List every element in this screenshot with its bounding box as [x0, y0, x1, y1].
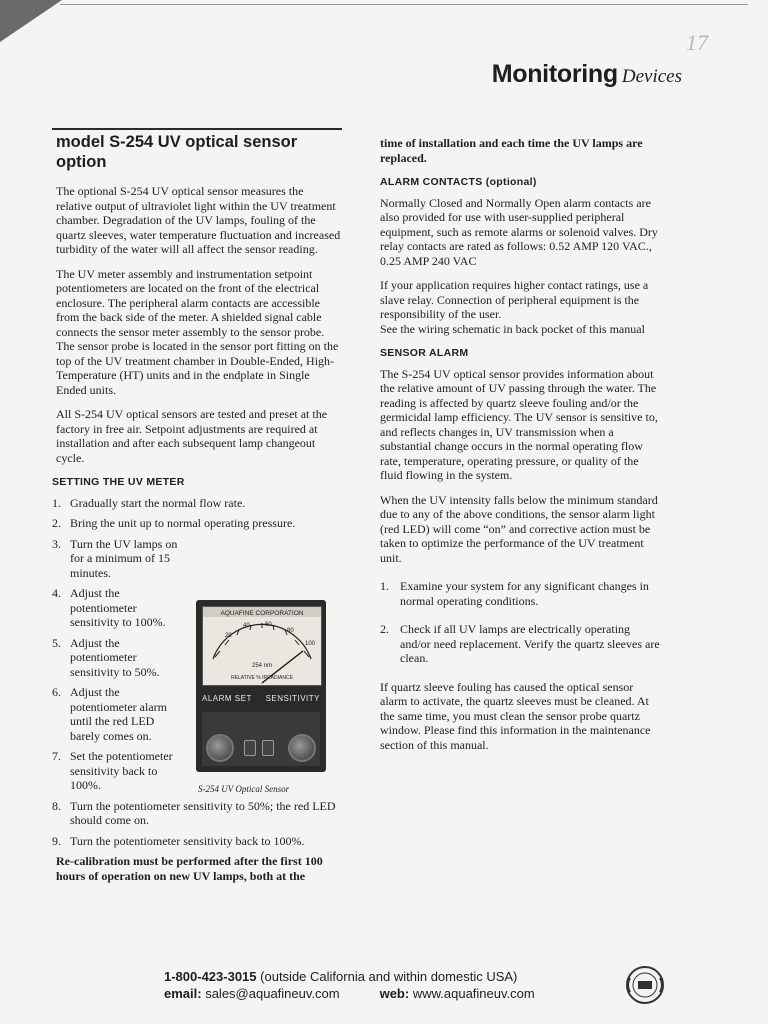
model-title-rule — [52, 128, 342, 130]
page-number: 17 — [686, 30, 708, 55]
sensor-meter-figure — [196, 600, 326, 794]
step-text: Adjust the potentiometer sensitivity to 100%. — [70, 586, 166, 629]
right-column — [380, 136, 662, 762]
top-rule — [60, 4, 748, 5]
alarm-contacts-heading: ALARM CONTACTS (optional) — [380, 176, 537, 188]
step-number: 5. — [52, 635, 61, 650]
email-web-row — [164, 985, 644, 1002]
step-text: Adjust the potentiometer sensitivity to 50%. — [70, 635, 160, 679]
certification-seal-icon — [624, 964, 666, 1006]
step-item — [52, 799, 342, 828]
step-number: 4. — [52, 586, 61, 600]
steps-list — [52, 496, 342, 531]
meter-scale-20: 20 — [225, 633, 232, 639]
intro-paragraph: The optional S-254 UV optical sensor measures the relative output of ultraviolet light within the UV treatment chamber. Degradation of the UV lamps, fouling of the quartz sleeves, water temperature fluctuation and increased turbidity of the water will all affect the sensor reading. — [56, 184, 341, 256]
step-item — [52, 516, 342, 531]
contact-footer — [164, 968, 644, 1002]
meter-scale-80: 80 — [287, 628, 294, 634]
section-title-bold: Monitoring — [491, 60, 618, 88]
sensor-alarm-heading: SENSOR ALARM — [380, 347, 469, 359]
step-item — [52, 749, 180, 793]
step-text: Gradually start the normal flow rate. — [70, 495, 246, 510]
meter-dial-icon — [203, 607, 321, 685]
email-link[interactable]: sales@aquafineuv.com — [205, 986, 340, 1001]
web-label: web: — [379, 986, 410, 1001]
web-link[interactable]: www.aquafineuv.com — [412, 986, 535, 1001]
step-item — [380, 622, 660, 666]
step-item — [52, 496, 342, 511]
email-group — [164, 985, 340, 1002]
meter-unit: 254 nm — [251, 663, 273, 669]
alarm-set-label: ALARM SET — [202, 694, 252, 703]
section-title-italic: Devices — [621, 66, 682, 87]
led-indicator-icon — [244, 740, 256, 756]
step-number: 1. — [52, 495, 61, 510]
closing-paragraph: If quartz sleeve fouling has caused the optical sensor alarm to activate, the quartz sleeves must be cleaned. At the same time, you must clean the sensor probe quartz window. Please find this information in the maintenance section of this manual. — [380, 679, 651, 752]
step-text: Turn the potentiometer sensitivity back to 100%. — [70, 833, 305, 848]
web-group — [380, 985, 535, 1002]
meter-control-labels — [202, 694, 320, 703]
step-text: Adjust the potentiometer alarm until the red LED barely comes on. — [70, 685, 167, 743]
corrective-steps-list — [380, 579, 662, 666]
step-number: 7. — [52, 749, 61, 763]
step-number: 9. — [52, 833, 61, 848]
meter-scale-100: 100 — [305, 641, 316, 647]
step-number: 2. — [380, 622, 389, 636]
phone-row — [164, 968, 644, 985]
step-text: Turn the UV lamps on for a minimum of 15 minutes. — [70, 536, 178, 580]
wiring-note: See the wiring schematic in back pocket of this manual — [380, 321, 645, 336]
sensitivity-label: SENSITIVITY — [265, 694, 320, 703]
step-text: Examine your system for any significant changes in normal operating conditions. — [400, 579, 649, 608]
step-text: Bring the unit up to normal operating pressure. — [70, 516, 296, 530]
step-number: 2. — [52, 516, 61, 530]
alarm-paragraph: If your application requires higher contact ratings, use a slave relay. Connection of peripheral equipment is the responsibility of the user. — [380, 278, 649, 321]
step-text: Check if all UV lamps are electrically operating and/or need replacement. Verify the quartz sleeves are clean. — [400, 622, 660, 665]
led-indicator-icon — [262, 740, 274, 756]
step-text: Turn the potentiometer sensitivity to 50%; the red LED should come on. — [70, 798, 336, 827]
intro-paragraph: All S-254 UV optical sensors are tested and preset at the factory in free air. Setpoint adjustments are required at installation and after each subsequent lamp changeout cycle. — [56, 407, 328, 465]
recalibration-continued: time of installation and each time the UV lamps are replaced. — [380, 136, 643, 165]
step-number: 6. — [52, 685, 61, 699]
step-text: Set the potentiometer sensitivity back to 100%. — [70, 749, 173, 792]
model-title: model S-254 UV optical sensor option — [56, 133, 298, 171]
meter-face-label: RELATIVE % IRRADIANCE — [231, 675, 293, 681]
sensor-paragraph: When the UV intensity falls below the minimum standard due to any of the above conditions, the sensor alarm light (red LED) will come “on” and corrective action must be taken to optimize the performance of the UV treatment unit. — [380, 492, 658, 565]
section-title — [492, 60, 682, 89]
step-number: 1. — [380, 579, 389, 593]
step-item — [52, 636, 180, 680]
steps-list — [52, 799, 342, 849]
sensor-paragraph: The S-254 UV optical sensor provides information about the relative amount of UV passing through the water. The reading is affected by quartz sleeve fouling and/or the germicidal lamp efficiency. The UV sensor is sensitive to, and reflects changes in, UV transmission when a substantial change occurs in the normal operating flow rate, temperature, operating pressure, or quality of the fluid flowing in the system. — [380, 366, 658, 482]
meter-caption: S-254 UV Optical Sensor — [198, 784, 290, 794]
phone-note: (outside California and within domestic USA) — [260, 969, 518, 984]
phone-number: 1-800-423-3015 — [164, 969, 257, 984]
sensitivity-knob-icon — [288, 734, 316, 762]
step-number: 8. — [52, 798, 61, 813]
step-item — [52, 586, 180, 630]
alarm-paragraph: Normally Closed and Normally Open alarm contacts are also provided for use with user-supplied peripheral equipment, such as remote alarms or solenoid valves. Dry relay contacts are rated as follows: 0.52 AMP 120 VAC., 0.25 AMP 240 VAC — [380, 195, 658, 268]
meter-scale-60: 60 — [265, 622, 272, 628]
scan-corner-shadow — [0, 0, 62, 42]
recalibration-note: Re-calibration must be performed after the first 100 hours of operation on new UV lamps, both at the — [56, 854, 323, 883]
step-item — [380, 579, 660, 608]
email-label: email: — [164, 986, 202, 1001]
step-item — [52, 537, 180, 581]
step-item — [52, 834, 342, 849]
step-item — [52, 685, 180, 743]
intro-paragraph: The UV meter assembly and instrumentation setpoint potentiometers are located on the front of the electrical enclosure. The peripheral alarm contacts are accessible from the back side of the meter. A shielded signal cable connects the sensor meter assembly to the sensor probe. The sensor probe is located in the sensor port fitting on the top of the UV treatment chamber in Double-Ended, High-Temperature (HT) units and in the endplate in Single Ended units. — [56, 266, 339, 397]
meter-face — [202, 606, 322, 686]
alarm-set-knob-icon — [206, 734, 234, 762]
sensor-meter-photo — [196, 600, 326, 772]
meter-scale-40: 40 — [243, 623, 250, 629]
meter-brand: AQUAFINE CORPORATION — [220, 610, 304, 617]
step-number: 3. — [52, 536, 61, 551]
setting-uv-meter-heading: SETTING THE UV METER — [52, 476, 185, 488]
